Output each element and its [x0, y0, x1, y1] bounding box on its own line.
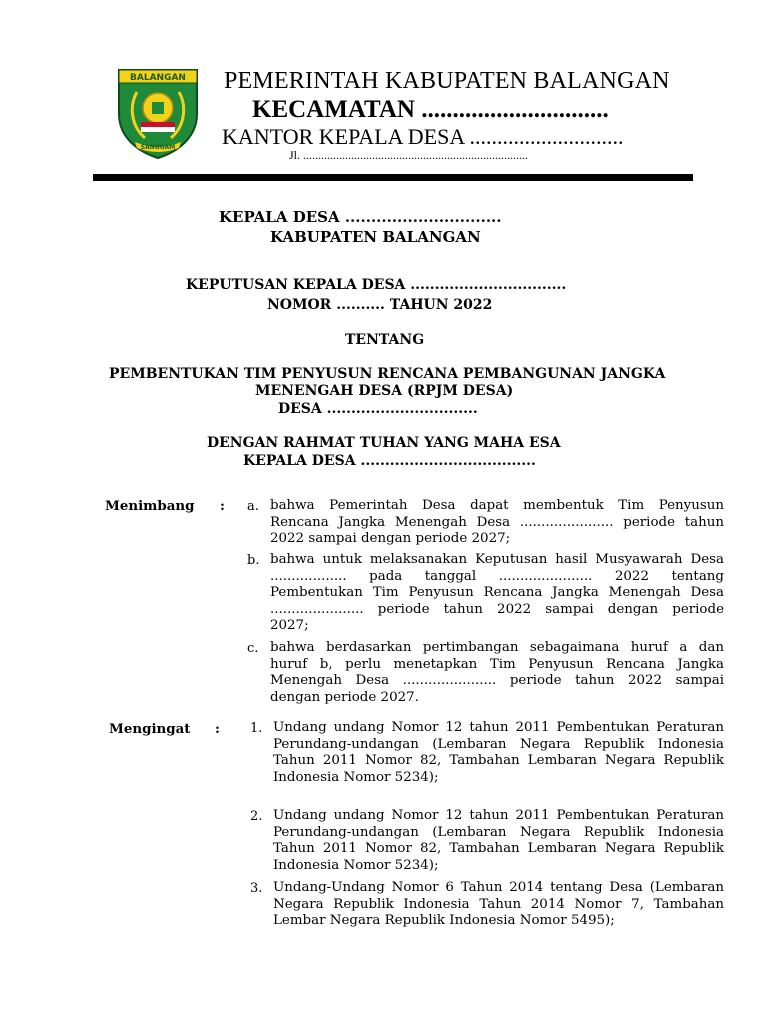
menimbang-marker-a: a.: [247, 499, 259, 514]
svg-text:SANGGAM: SANGGAM: [140, 144, 176, 151]
government-title: PEMERINTAH KABUPATEN BALANGAN: [224, 68, 670, 94]
kabupaten-heading: KABUPATEN BALANGAN: [270, 228, 481, 246]
kepala-desa-heading: KEPALA DESA ..............................: [219, 208, 502, 226]
menimbang-item-c: bahwa berdasarkan pertimbangan sebagaimana huruf a dan huruf b, perlu menetapkan Tim Penyusun Rencana Jangka Menengah Desa ...................... periode tahun 2022 sampai dengan periode 2027.: [270, 640, 724, 705]
subject-line-3: DESA ...............................: [278, 401, 478, 417]
menimbang-item-b: bahwa untuk melaksanakan Keputusan hasil Musyawarah Desa .................. pada tanggal ...................... 2022 tentang Pembentukan Tim Penyusun Rencana Jangka Menengah Desa ...................... periode tahun 2022 sampai dengan periode 2027;: [270, 552, 724, 634]
balangan-logo: [115, 68, 201, 160]
mengingat-label: Mengingat: [109, 721, 191, 737]
mengingat-marker-3: 3.: [250, 881, 263, 896]
menimbang-item-a: bahwa Pemerintah Desa dapat membentuk Tim Penyusun Rencana Jangka Menengah Desa ...................... periode tahun 2022 sampai dengan periode 2027;: [270, 498, 724, 547]
mengingat-item-3: Undang-Undang Nomor 6 Tahun 2014 tentang Desa (Lembaran Negara Republik Indonesia Tahun 2014 Nomor 7, Tambahan Lembar Negara Republik Indonesia Nomor 5495);: [273, 880, 724, 929]
menimbang-marker-c: c.: [247, 641, 259, 656]
menimbang-marker-b: b.: [247, 553, 260, 568]
kantor-title: KANTOR KEPALA DESA ............................: [222, 124, 624, 149]
kepala-desa-subheading: KEPALA DESA ....................................: [243, 453, 536, 469]
svg-text:BALANGAN: BALANGAN: [130, 73, 186, 83]
mengingat-colon: :: [215, 721, 220, 737]
mengingat-item-2: Undang undang Nomor 12 tahun 2011 Pembentukan Peraturan Perundang-undangan (Lembaran Negara Republik Indonesia Tahun 2011 Nomor 82, Tambahan Lembaran Negara Republik Indonesia Nomor 5234);: [273, 808, 724, 873]
nomor-line: NOMOR .......... TAHUN 2022: [267, 297, 493, 313]
mengingat-item-1: Undang undang Nomor 12 tahun 2011 Pembentukan Peraturan Perundang-undangan (Lembaran Negara Republik Indonesia Tahun 2011 Nomor 82, Tambahan Lembaran Negara Republik Indonesia Nomor 5234);: [273, 720, 724, 785]
kecamatan-title: KECAMATAN ..............................: [252, 96, 609, 123]
letterhead-divider: [93, 174, 693, 181]
mengingat-marker-1: 1.: [250, 721, 263, 736]
tentang-heading: TENTANG: [345, 332, 425, 348]
rahmat-heading: DENGAN RAHMAT TUHAN YANG MAHA ESA: [207, 435, 561, 451]
menimbang-colon: :: [220, 498, 225, 514]
subject-line-2: MENENGAH DESA (RPJM DESA): [255, 383, 514, 399]
keputusan-heading: KEPUTUSAN KEPALA DESA ................................: [186, 277, 567, 293]
address-line: Jl. ...........................................................................: [289, 148, 529, 162]
menimbang-label: Menimbang: [105, 498, 195, 514]
subject-line-1: PEMBENTUKAN TIM PENYUSUN RENCANA PEMBANGUNAN JANGKA: [109, 366, 666, 382]
mengingat-marker-2: 2.: [250, 809, 263, 824]
